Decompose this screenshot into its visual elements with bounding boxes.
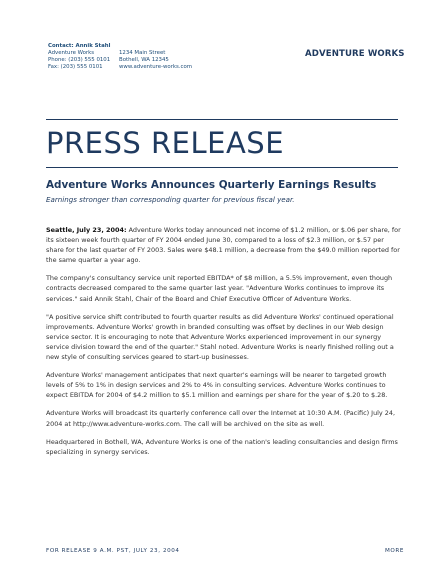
dateline: Seattle, July 23, 2004: bbox=[46, 226, 127, 234]
contact-city: Bothell, WA 12345 bbox=[119, 57, 169, 63]
contact-website-link[interactable]: www.adventure-works.com bbox=[119, 64, 193, 70]
contact-company: Adventure Works bbox=[48, 50, 95, 56]
page-title: PRESS RELEASE bbox=[46, 126, 285, 160]
paragraph-1-text: Adventure Works today announced net income of $1.2 million, or $.06 per share, for its sixteen week fourth quarter of FY 2004 ended June 30, compared to a loss of $2.3 million, or $.57 per share for the last quarter of FY 2003. Sales were $48.1 million, a decrease from the $49.0 million reported for the same quarter a year ago. bbox=[46, 226, 401, 265]
paragraph-6: Headquartered in Bothell, WA, Adventure Works is one of the nation's leading consultancies and design firms specializing in synergy services. bbox=[46, 437, 398, 456]
more-indicator: MORE bbox=[384, 548, 404, 554]
paragraph-4: Adventure Works' management anticipates that next quarter's earnings will be nearer to targeted growth levels of 5% to 1% in design services and 2% to 4% in consulting services. Adventure Works continues to expect EBITDA for 2004 of $4.2 million to $5.1 million and earnings per share for the year of $.20 to $.28. bbox=[46, 371, 388, 400]
title-bottom-rule bbox=[46, 167, 398, 168]
release-time: FOR RELEASE 9 A.M. PST, JULY 23, 2004 bbox=[46, 548, 180, 554]
subheadline: Earnings stronger than corresponding quarter for previous fiscal year. bbox=[46, 195, 295, 204]
contact-phone: Phone: (203) 555 0101 bbox=[48, 57, 111, 63]
paragraph-2: The company's consultancy service unit reported EBITDA* of $8 million, a 5.5% improvement, even though contracts decreased compared to the same quarter last year. "Adventure Works continues to improve its services." said Annik Stahl, Chair of the Board and Chief Executive Officer of Adventure Works. bbox=[46, 274, 393, 303]
paragraph-5: Adventure Works will broadcast its quarterly conference call over the Internet at 10:30 A.M. (Pacific) July 24, 2004 at http://www.adventure-works.com. The call will be archived on the site as well. bbox=[46, 409, 396, 428]
contact-name: Contact: Annik Stahl bbox=[48, 43, 111, 49]
paragraph-1 bbox=[46, 225, 402, 265]
contact-fax: Fax: (203) 555 0101 bbox=[48, 64, 103, 70]
headline: Adventure Works Announces Quarterly Earnings Results bbox=[46, 179, 377, 191]
paragraph-3: "A positive service shift contributed to fourth quarter results as did Adventure Works' continued operational improvements. Adventure Works' growth in branded consulting was offset by declines in our Web design service sector. It is encouraging to note that Adventure Works experienced improvement in our synergy service division toward the end of the quarter." Stahl noted. Adventure Works is nearly finished rolling out a new style of consulting services geared to start-up businesses. bbox=[46, 312, 394, 362]
contact-block bbox=[48, 43, 229, 71]
company-logo-text: ADVENTURE WORKS bbox=[305, 49, 405, 59]
title-top-rule bbox=[46, 119, 398, 120]
contact-street: 1234 Main Street bbox=[119, 50, 166, 56]
page-footer bbox=[46, 548, 404, 554]
press-body bbox=[46, 225, 402, 465]
